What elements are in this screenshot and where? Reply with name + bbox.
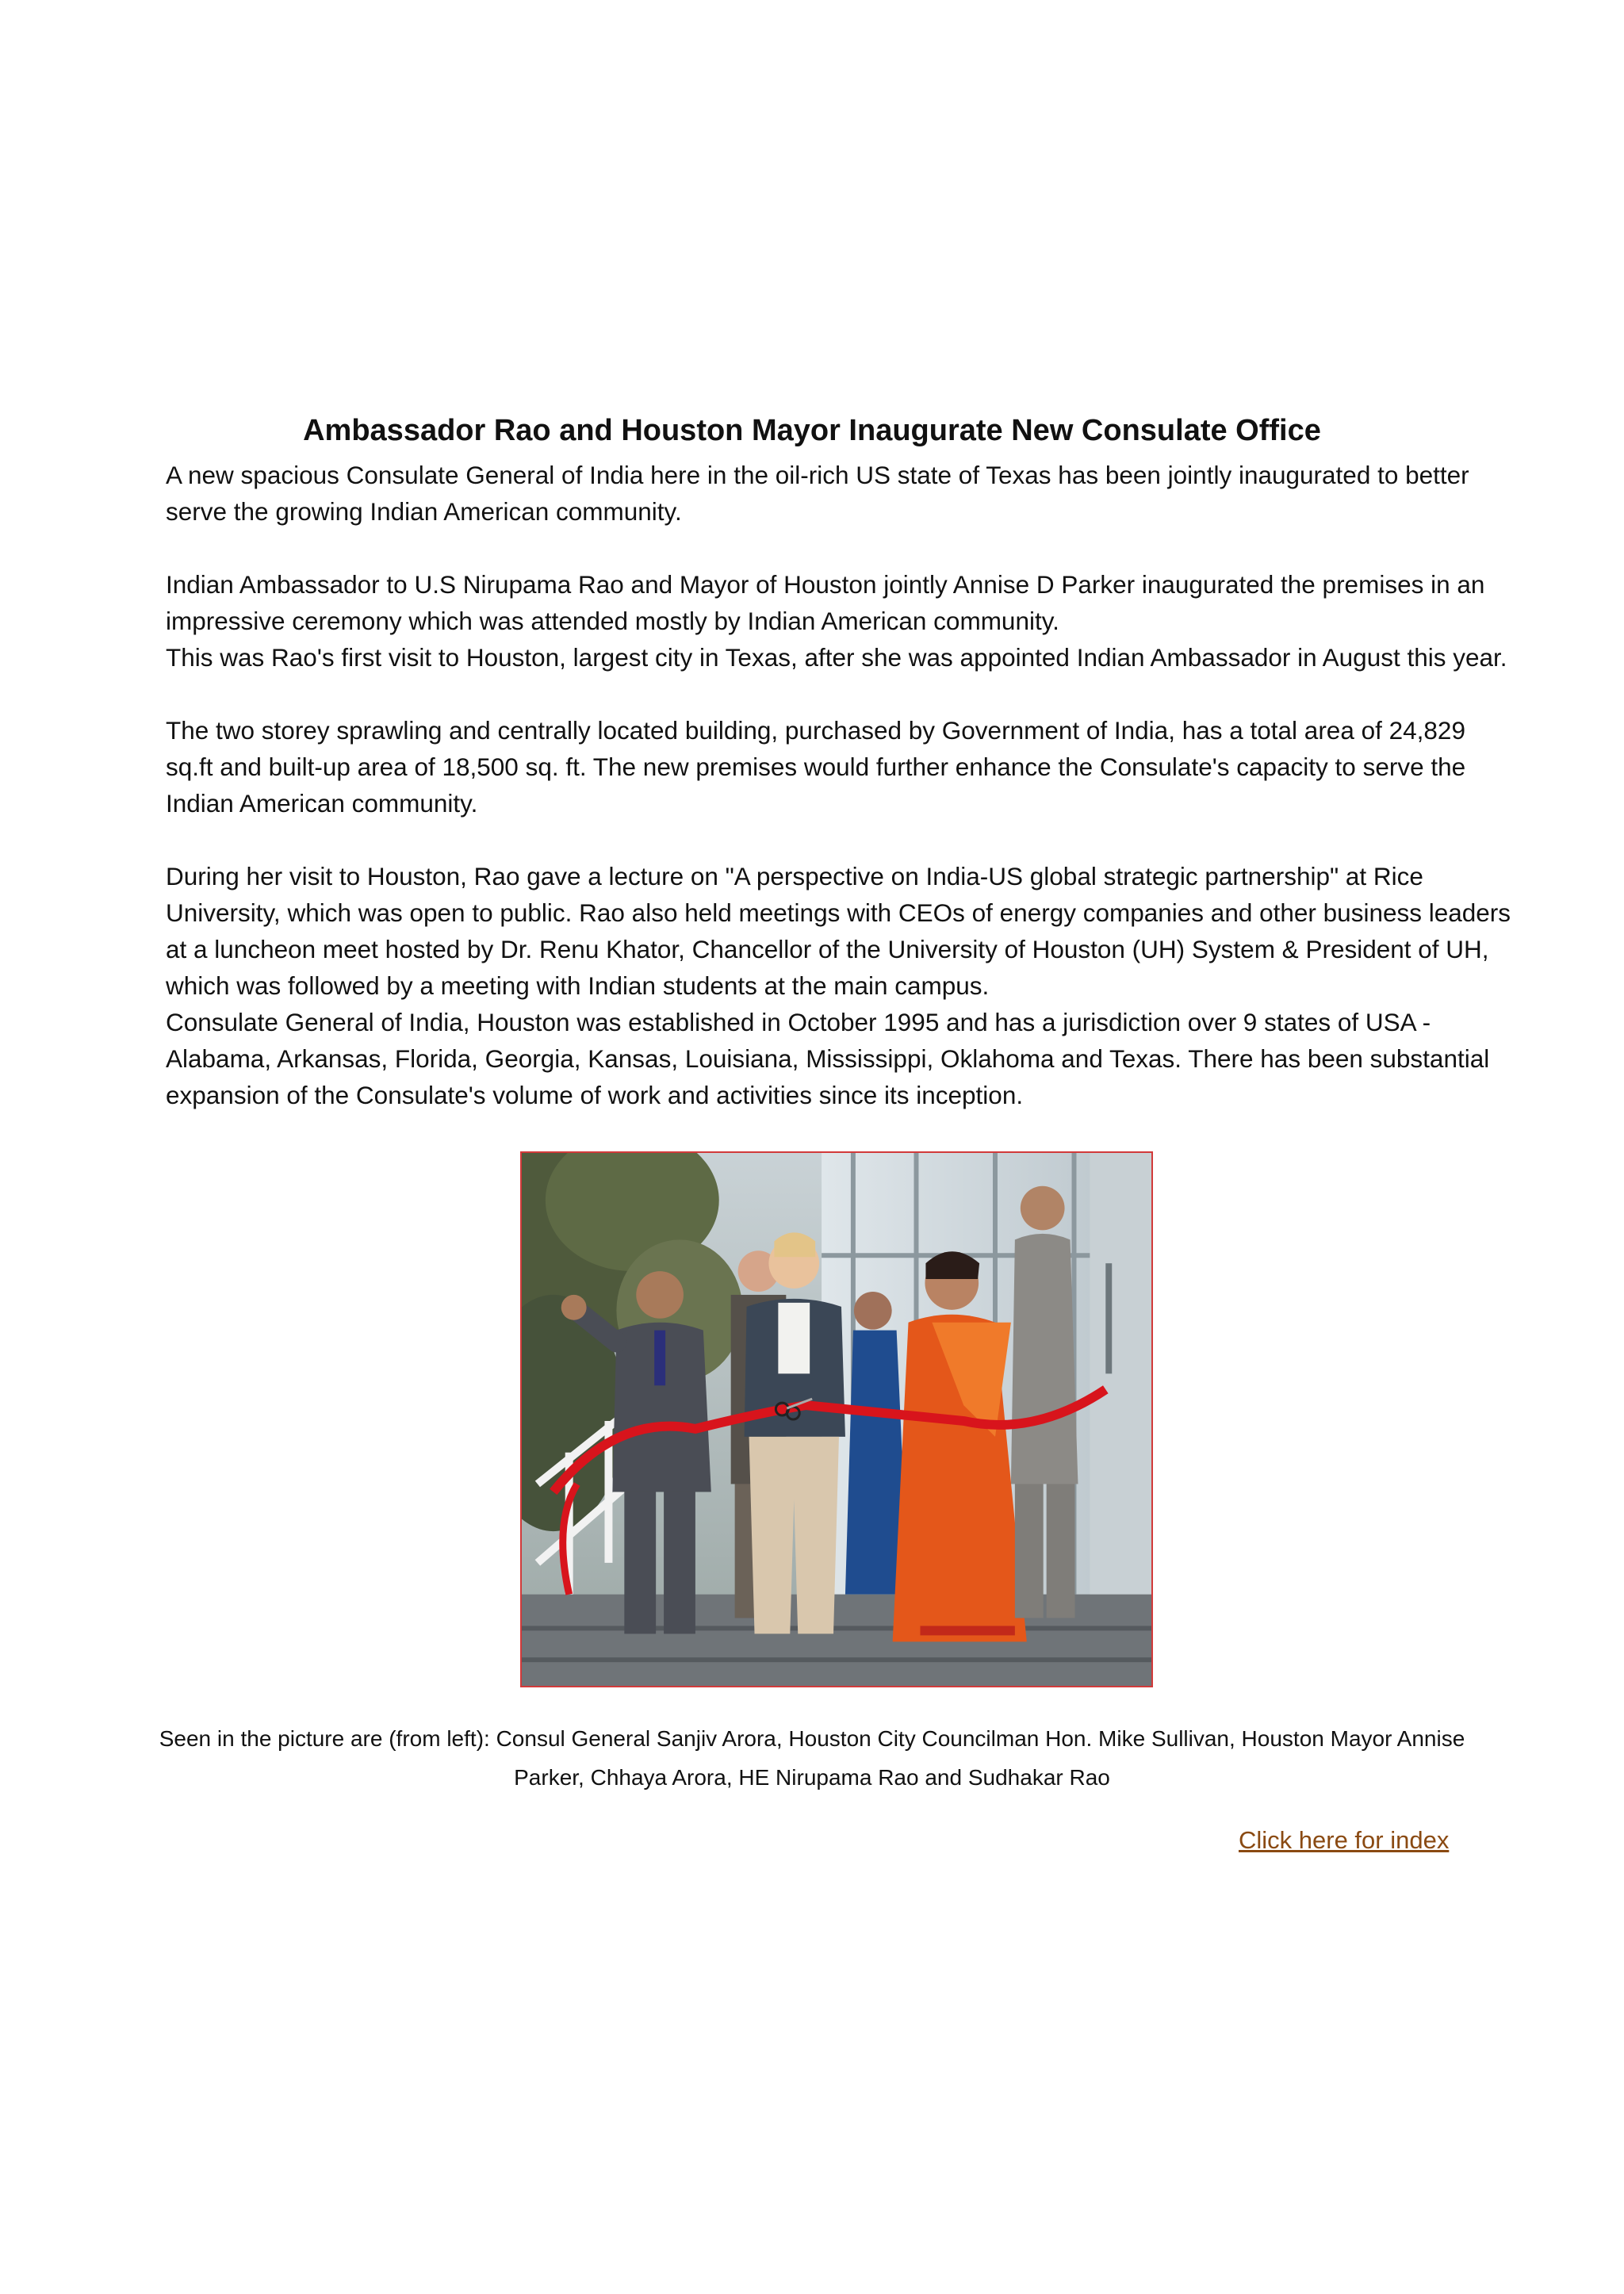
paragraph-building: The two storey sprawling and centrally located building, purchased by Government of India, has a total area of 24,829 sq.ft and built-up area of 18,500 sq. ft. The new premises would further enhance the Consulate's capacity to serve the Indian American community. — [166, 716, 1466, 818]
ribbon-cutting-photo — [520, 1151, 1153, 1687]
ribbon-cutting-illustration — [522, 1153, 1151, 1686]
photo-caption: Seen in the picture are (from left): Consul General Sanjiv Arora, Houston City Councilman Hon. Mike Sullivan, Houston Mayor Annise Parker, Chhaya Arora, HE Nirupama Rao and Sudhakar Rao — [159, 1726, 1465, 1790]
paragraph-lecture: During her visit to Houston, Rao gave a lecture on "A perspective on India-US global strategic partnership" at Rice University, which was open to public. Rao also held meetings with CEOs of energy companies and other business leaders at a luncheon meet hosted by Dr. Renu Khator, Chancellor of the University of Houston (UH) System & President of UH, which was followed by a meeting with Indian students at the main campus. — [166, 862, 1511, 1000]
paragraph-consulate-history: Consulate General of India, Houston was established in October 1995 and has a jurisdiction over 9 states of USA - Alabama, Arkansas, Florida, Georgia, Kansas, Louisiana, Mississippi, Oklahoma and Texas. There has been substantial expansion of the Consulate's volume of work and activities since its inception. — [166, 1008, 1490, 1109]
index-link[interactable]: Click here for index — [1239, 1826, 1450, 1854]
article-body — [166, 457, 1514, 1113]
paragraph-intro: A new spacious Consulate General of India here in the oil-rich US state of Texas has been jointly inaugurated to better serve the growing Indian American community. — [166, 461, 1469, 526]
article-title: Ambassador Rao and Houston Mayor Inaugurate New Consulate Office — [303, 414, 1321, 447]
door-handle — [1105, 1263, 1112, 1373]
paragraph-inauguration: Indian Ambassador to U.S Nirupama Rao and Mayor of Houston jointly Annise D Parker inaugurated the premises in an impressive ceremony which was attended mostly by Indian American community. — [166, 570, 1485, 635]
paragraph-first-visit: This was Rao's first visit to Houston, largest city in Texas, after she was appointed Indian Ambassador in August this year. — [166, 643, 1507, 672]
